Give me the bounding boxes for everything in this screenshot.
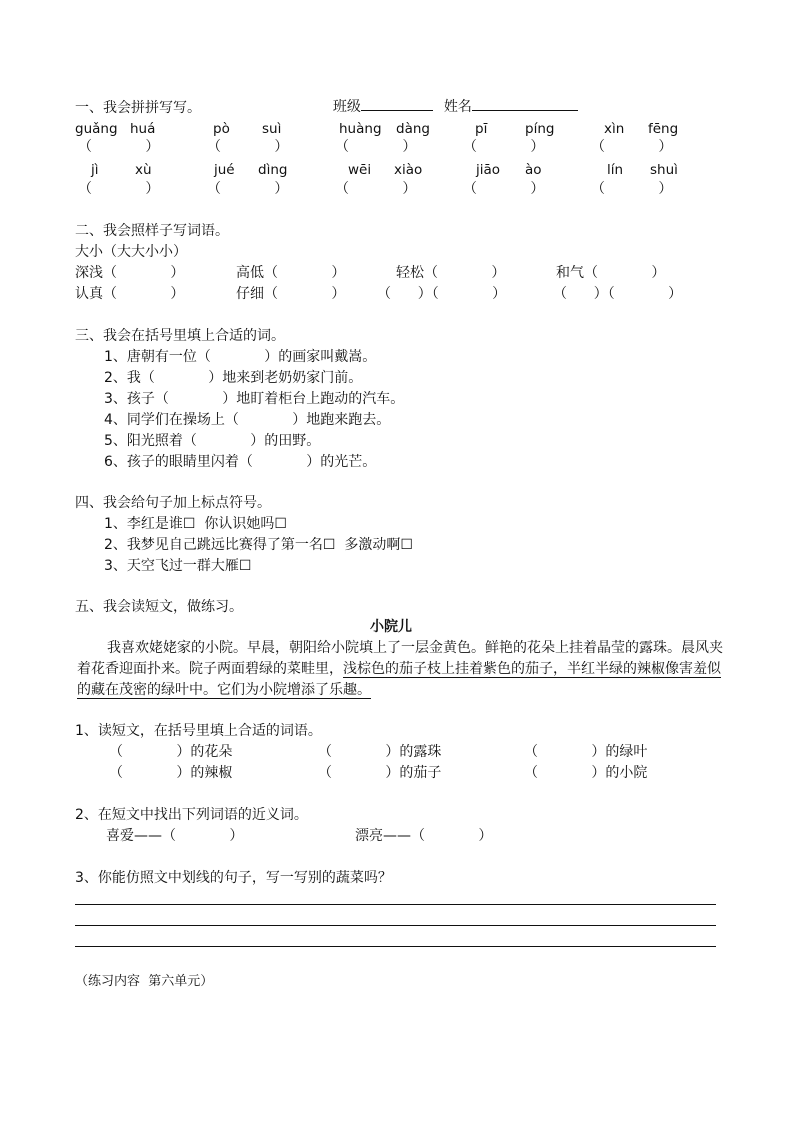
name-field	[435, 78, 578, 116]
word-item[interactable]: 轻松（ ）	[396, 265, 506, 281]
section5-title: 五、我会读短文，做练习。	[75, 599, 243, 615]
section4-title: 四、我会给句子加上标点符号。	[75, 495, 271, 511]
word-item[interactable]: 和气（ ）	[556, 265, 666, 281]
answer-bracket[interactable]: （ ）	[463, 181, 545, 197]
q1-item[interactable]: （ ）的露珠	[318, 744, 442, 760]
fill-item[interactable]: 5、阳光照着（ ）的田野。	[104, 433, 321, 449]
pinyin-syllable: xù	[135, 162, 152, 178]
answer-bracket[interactable]: （ ）	[335, 181, 417, 197]
story-text: 我喜欢姥姥家的小院。早晨，朝阳给小院填上了一层金黄色。鲜艳的花朵上挂着晶莹的露珠。晨风夹着花香迎面扑来。院子两面碧绿的菜畦里，	[77, 640, 723, 677]
answer-line[interactable]	[75, 925, 716, 926]
fill-item[interactable]: 6、孩子的眼睛里闪着（ ）的光芒。	[104, 454, 377, 470]
pinyin-syllable: jì	[91, 162, 99, 178]
section3-title: 三、我会在括号里填上合适的词。	[75, 328, 285, 344]
answer-bracket[interactable]: （ ）	[591, 139, 673, 155]
answer-line[interactable]	[75, 904, 716, 905]
footer-note: （练习内容 第六单元）	[75, 974, 214, 989]
word-item[interactable]: （ ）（ ）	[377, 286, 507, 302]
pinyin-syllable: huá	[130, 121, 156, 137]
pinyin-syllable: ào	[525, 162, 542, 178]
pinyin-syllable: huàng	[339, 121, 382, 137]
fill-item[interactable]: 4、同学们在操场上（ ）地跑来跑去。	[104, 412, 391, 428]
pinyin-syllable: xiào	[394, 162, 423, 178]
q2-prompt: 2、在短文中找出下列词语的近义词。	[75, 807, 308, 823]
pinyin-syllable: dàng	[396, 121, 430, 137]
word-item[interactable]: 高低（ ）	[236, 265, 346, 281]
pinyin-syllable: jué	[214, 162, 235, 178]
answer-bracket[interactable]: （ ）	[463, 139, 545, 155]
answer-bracket[interactable]: （ ）	[207, 139, 289, 155]
fill-item[interactable]: 1、唐朝有一位（ ）的画家叫戴嵩。	[104, 349, 377, 365]
section1-title: 一、我会拼拼写写。	[75, 100, 201, 116]
story-underlined-text: 浅棕色的茄子枝上挂着紫色的茄子，半红半绿的辣椒像害羞似的藏在茂密的绿叶中。它们为小院增添了乐趣。	[77, 661, 721, 698]
q1-item[interactable]: （ ）的小院	[524, 765, 648, 781]
q1-item[interactable]: （ ）的绿叶	[524, 744, 648, 760]
section2-title: 二、我会照样子写词语。	[75, 223, 229, 239]
pinyin-syllable: pī	[475, 121, 488, 137]
punctuation-item[interactable]: 1、李红是谁☐ 你认识她吗☐	[104, 516, 287, 532]
punctuation-item[interactable]: 2、我梦见自己跳远比赛得了第一名☐ 多激动啊☐	[104, 537, 413, 553]
q1-item[interactable]: （ ）的辣椒	[109, 765, 233, 781]
answer-line[interactable]	[75, 946, 716, 947]
class-blank[interactable]	[361, 96, 433, 111]
story-paragraph	[77, 638, 725, 701]
answer-bracket[interactable]: （ ）	[591, 181, 673, 197]
q2-item[interactable]: 漂亮——（ ）	[355, 828, 493, 844]
name-blank[interactable]	[472, 96, 578, 111]
q1-item[interactable]: （ ）的花朵	[109, 744, 233, 760]
fill-item[interactable]: 2、我（ ）地来到老奶奶家门前。	[104, 370, 363, 386]
pinyin-syllable: wēi	[348, 162, 372, 178]
pinyin-syllable: guǎng	[75, 121, 118, 137]
answer-bracket[interactable]: （ ）	[78, 139, 160, 155]
punctuation-item[interactable]: 3、天空飞过一群大雁☐	[104, 558, 252, 574]
story-title: 小院儿	[370, 619, 412, 635]
q3-prompt: 3、你能仿照文中划线的句子，写一写别的蔬菜吗？	[75, 870, 392, 886]
word-item[interactable]: 认真（ ）	[75, 286, 185, 302]
pinyin-syllable: lín	[607, 162, 624, 178]
pinyin-syllable: shuì	[650, 162, 678, 178]
section2-example: 大小（大大小小）	[75, 244, 187, 260]
q1-item[interactable]: （ ）的茄子	[318, 765, 442, 781]
pinyin-syllable: píng	[525, 121, 555, 137]
answer-bracket[interactable]: （ ）	[335, 139, 417, 155]
class-field	[324, 78, 433, 116]
word-item[interactable]: 深浅（ ）	[75, 265, 185, 281]
pinyin-syllable: xìn	[604, 121, 625, 137]
q2-item[interactable]: 喜爱——（ ）	[106, 828, 244, 844]
pinyin-syllable: suì	[262, 121, 282, 137]
pinyin-syllable: jiāo	[476, 162, 501, 178]
class-label: 班级	[332, 99, 361, 115]
answer-bracket[interactable]: （ ）	[207, 181, 289, 197]
word-item[interactable]: 仔细（ ）	[236, 286, 346, 302]
word-item[interactable]: （ ）（ ）	[553, 286, 683, 302]
pinyin-syllable: pò	[213, 121, 230, 137]
pinyin-syllable: dìng	[258, 162, 288, 178]
name-label: 姓名	[443, 99, 472, 115]
q1-prompt: 1、读短文，在括号里填上合适的词语。	[75, 723, 322, 739]
pinyin-syllable: fēng	[648, 121, 679, 137]
answer-bracket[interactable]: （ ）	[78, 181, 160, 197]
fill-item[interactable]: 3、孩子（ ）地盯着柜台上跑动的汽车。	[104, 391, 405, 407]
